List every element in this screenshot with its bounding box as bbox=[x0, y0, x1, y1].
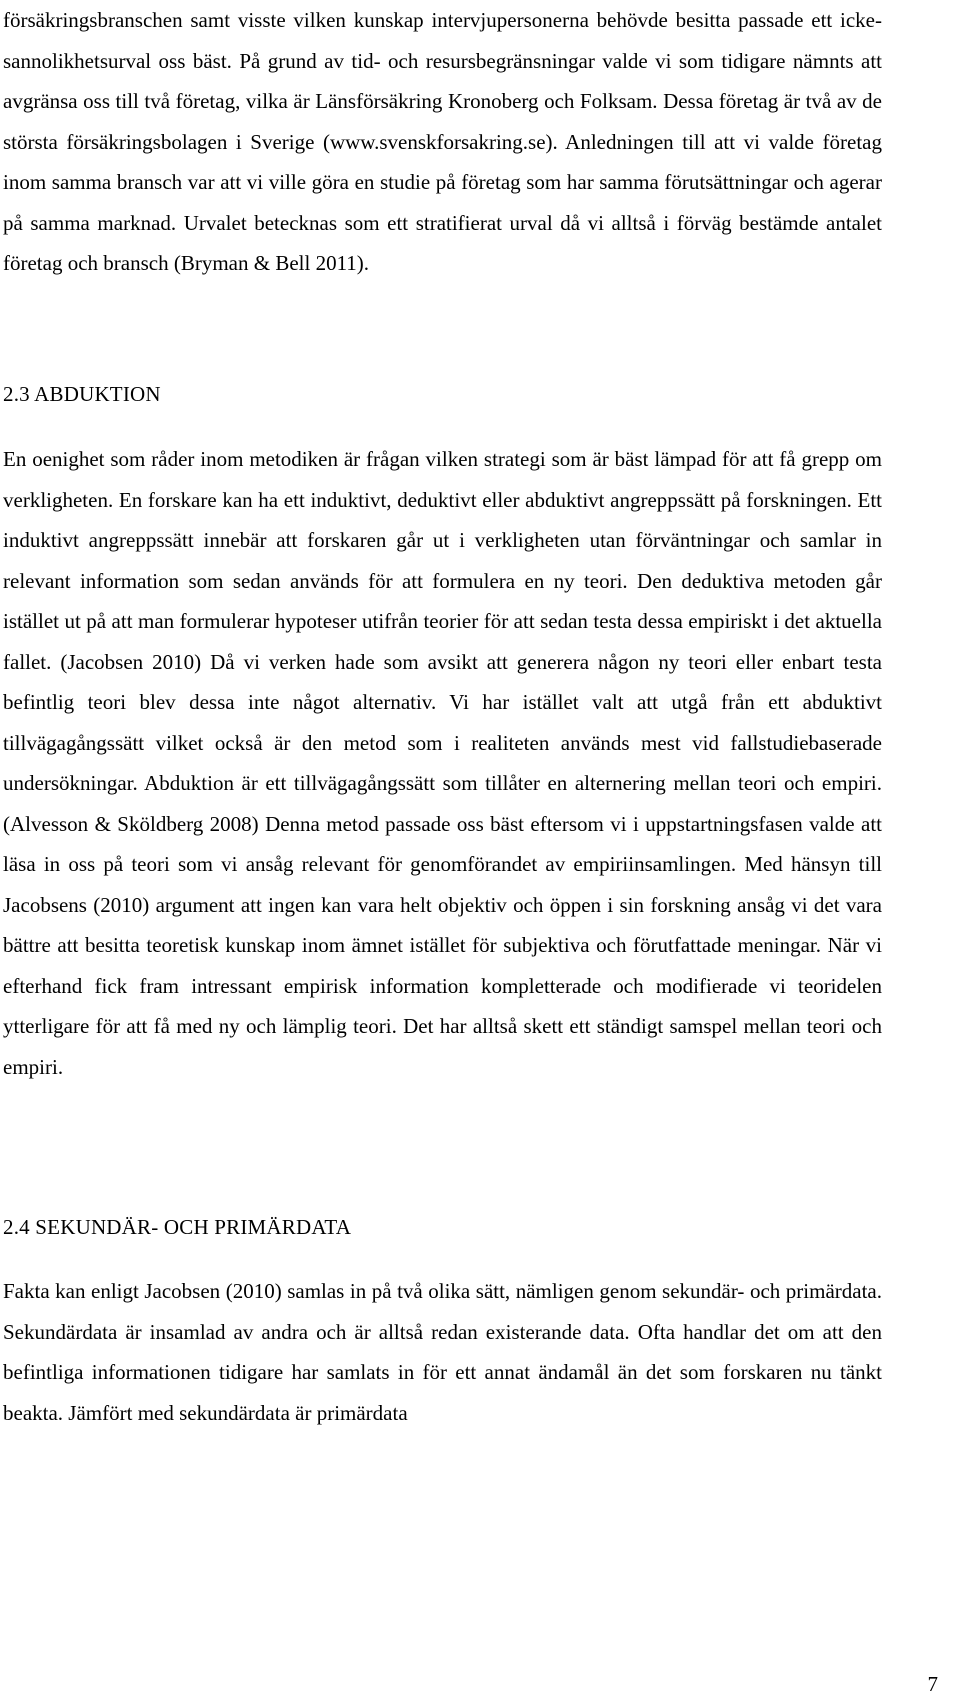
section-heading-abduktion: 2.3 ABDUKTION bbox=[3, 382, 161, 406]
body-paragraph-abduktion: En oenighet som råder inom metodiken är frågan vilken strategi som är bäst lämpad för att få grepp om verkligheten. En forskare kan ha ett induktivt, deduktivt eller abduktivt angreppssätt på forskningen. Ett induktivt angreppssätt innebär att forskaren går ut i verkligheten utan förväntningar och samlar in relevant information som sedan används för att formulera en ny teori. Den deduktiva metoden går istället ut på att man formulerar hypoteser utifrån teorier för att sedan testa dessa empiriskt i det aktuella fallet. (Jacobsen 2010) Då vi verken hade som avsikt att generera någon ny teori eller enbart testa befintlig teori blev dessa inte något alternativ. Vi har istället valt att utgå från ett abduktivt tillvägagångssätt vilket också är den metod som i realiteten används mest vid fallstudiebaserade undersökningar. Abduktion är ett tillvägagångssätt som tillåter en alternering mellan teori och empiri. (Alvesson & Sköldberg 2008) Denna metod passade oss bäst eftersom vi i uppstartningsfasen valde att läsa in oss på teori som vi ansåg relevant för genomförandet av empiriinsamlingen. Med hänsyn till Jacobsens (2010) argument att ingen kan vara helt objektiv och öppen i sin forskning ansåg vi det vara bättre att besitta teoretisk kunskap inom ämnet istället för subjektiva och förutfattade meningar. När vi efterhand fick fram intressant empirisk information kompletterade och modifierade vi teoridelen ytterligare för att få med ny och lämplig teori. Det har alltså skett ett ständigt samspel mellan teori och empiri. bbox=[3, 447, 882, 1079]
page-number: 7 bbox=[927, 1672, 938, 1696]
body-paragraph-sekundardata: Fakta kan enligt Jacobsen (2010) samlas in på två olika sätt, nämligen genom sekundär- och primärdata. Sekundärdata är insamlad av andra och är alltså redan existerande data. Ofta handlar det om att den befintliga informationen tidigare har samlats in för ett annat ändamål än det som forskaren nu tänkt beakta. Jämfört med sekundärdata är primärdata bbox=[3, 1279, 882, 1425]
body-paragraph-urval: försäkringsbranschen samt visste vilken kunskap intervjupersonerna behövde besitta passade ett icke-sannolikhetsurval oss bäst. På grund av tid- och resursbegränsningar valde vi som tidigare nämnts att avgränsa oss till två företag, vilka är Länsförsäkring Kronoberg och Folksam. Dessa företag är två av de största försäkringsbolagen i Sverige (www.svenskforsakring.se). Anledningen till att vi valde företag inom samma bransch var att vi ville göra en studie på företag som har samma förutsättningar och agerar på samma marknad. Urvalet betecknas som ett stratifierat urval då vi alltså i förväg bestämde antalet företag och bransch (Bryman & Bell 2011). bbox=[3, 8, 882, 275]
section-heading-sekundar-primardata: 2.4 SEKUNDÄR- OCH PRIMÄRDATA bbox=[3, 1215, 352, 1239]
